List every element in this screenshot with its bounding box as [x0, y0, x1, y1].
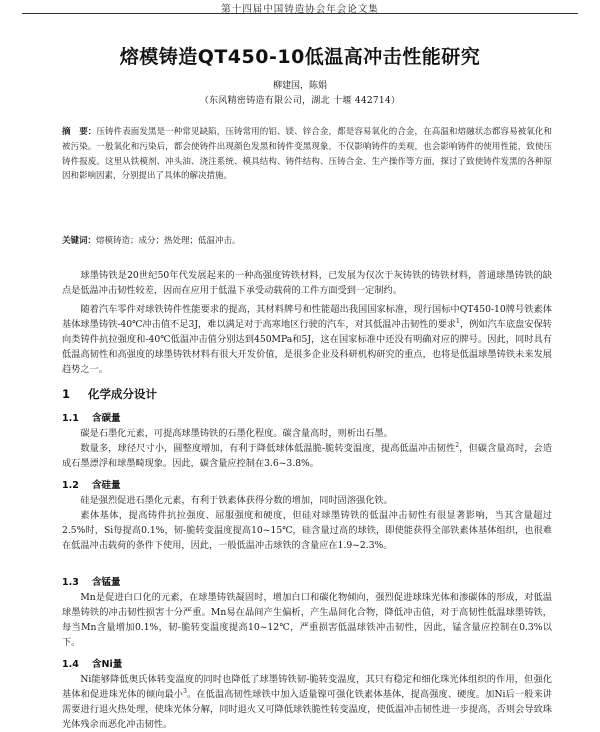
subsection-title: 含Ni量 [92, 659, 123, 670]
intro-p2-text-a: 随着汽车零件对球铁铸件性能要求的提高，其材料牌号和性能超出我国国家标准，现行国标中QT450-10牌号铁素体基体球墨铸铁-40℃冲击值不足3J，难以满足对于高寒地区行驶的汽车，对其低温冲击韧性的要求 [62, 304, 552, 330]
abstract-text: 压铸件表面发黑是一种常见缺陷，压铸常用的铝、镁、锌合金，都是容易氧化的合金，在高温和熔融状态都容易被氧化和被污染。一般氧化和污染后，都会使铸件出现颜色发黑和铸件变黑现象，不仅影响铸件的美观，也会影响铸件的使用性能，致使压铸件报废。这里从铁模剂、冲头油、浇注系统、模具结构、铸件结构、压铸合金、生产操作等方面，探讨了致使铸件发黑的各种原因和影响因素，分别提出了具体的解决措施。 [62, 127, 552, 182]
paragraph-text-b: ，但碳含量高时，会造成石墨漂浮和球墨畸现象。因此，碳含量应控制在3.6~3.8%。 [62, 443, 553, 469]
intro-paragraph-1: 球墨铸铁是20世纪50年代发展起来的一种高强度铸铁材料，已发展为仅次于灰铸铁的铸铁材料，普通球墨铸铁的缺点是低温冲击韧性较差，因而在应用于低温下承受动载荷的工件方面受到一定制约。 [62, 270, 552, 296]
paragraph: 硅是强烈促进石墨化元素，有利于铁素体获得分数的增加，同时固溶强化铁。 [80, 495, 393, 506]
paragraph-text-b: 。在低温高韧性球铁中加入适量镍可强化铁素体基体，提高强度、硬度。加Ni后一般来讲需要进行退火热处理，使珠光体分解，同时退火又可降低球铁脆性转变温度，使低温冲击韧性进一步提高，否则会导致珠光体残余而恶化冲击韧性。 [62, 689, 552, 730]
header-rule [22, 13, 578, 14]
reference-marker: 1 [456, 317, 460, 325]
paragraph: Mn是促进白口化的元素，在球墨铸铁凝固时，增加白口和碳化物倾向，强烈促进球珠光体和渗碳体的形成，对低温球墨铸铁的冲击韧性损害十分严重。Mn易在晶间产生偏析，产生晶间化合物，降低冲击值，对于高韧性低温球墨铸铁，每当Mn含量增加0.1%，韧-脆转变温度提高10~12℃，严重损害低温球铁冲击韧性，因此，锰含量应控制在0.3%以下。 [62, 592, 552, 648]
intro-paragraph-2 [62, 302, 552, 377]
paragraph-text-a: Ni能够降低奥氏体转变温度的同时也降低了球墨铸铁韧-脆转变温度，其只有稳定和细化珠光体组织的作用，但强化基体和促进珠光体的倾向最小 [62, 674, 552, 700]
section-heading [62, 386, 157, 402]
keywords-label: 关键词： [62, 236, 97, 246]
subsection-title: 含硅量 [92, 480, 121, 491]
paper-title: 熔模铸造QT450-10低温高冲击性能研究 [119, 46, 481, 68]
reference-marker: 2 [455, 441, 460, 449]
running-header [0, 0, 600, 16]
subsection-heading [62, 574, 121, 588]
intro-p2-text-b: ，例如汽车底盘安保转向类铸件抗拉强度和-40℃低温冲击值分别达到450MPa和5J，这在国家标准中还没有明确对应的牌号。因此，同时具有低温高韧性和高强度的球墨铸铁材料有很大开发价值，是很多企业及科研机构研究的重点，也将是低温球墨铸铁未来发展趋势之一。 [62, 319, 552, 375]
subsection-number: 1.3 [62, 577, 79, 588]
header-title: 第十四届中国铸造协会年会论文集 [221, 4, 379, 15]
paragraph [62, 441, 552, 471]
subsection-heading [62, 410, 121, 424]
subsection-heading [62, 656, 122, 670]
subsection-number: 1.1 [62, 413, 79, 424]
paragraph: 素体基体，提高铸件抗拉强度、屈服强度和硬度，但硅对球墨铸铁的低温冲击韧性有很显著影响，当其含量超过2.5%时，Si每提高0.1%，韧-脆转变温度提高10~15℃，硅含量过高的球铁，即使能获得全部铁素体基体组织，也很难在低温冲击载荷的条件下使用，因此，一般低温冲击球铁的含量应在1.9~2.3%。 [62, 510, 552, 551]
paragraph: 碳是石墨化元素，可提高球墨铸铁的石墨化程度。碳含量高时，则析出石墨。 [80, 428, 393, 439]
paragraph-text-a: 数量多，球径尺寸小，圆整度增加，有利于降低球体低温脆-脆转变温度，提高低温冲击韧性 [80, 443, 456, 454]
subsection-number: 1.2 [62, 480, 79, 491]
subsection-number: 1.4 [62, 659, 79, 670]
section-number: 1 [62, 387, 71, 401]
abstract-label: 摘 要： [62, 127, 97, 137]
reference-marker: 3 [183, 687, 187, 695]
keywords-text: 熔模铸造；成分；热处理；低温冲击。 [96, 236, 241, 246]
subsection-title: 含锰量 [92, 577, 121, 588]
paragraph [62, 672, 552, 732]
subsection-title: 含碳量 [92, 413, 121, 424]
keywords [62, 234, 552, 246]
section-title: 化学成分设计 [88, 387, 157, 401]
authors: 柳建国，陈娟 [272, 81, 327, 91]
affiliation: （东风精密铸造有限公司，湖北 十堰 442714） [199, 96, 401, 106]
subsection-heading [62, 477, 121, 491]
abstract [62, 125, 552, 184]
